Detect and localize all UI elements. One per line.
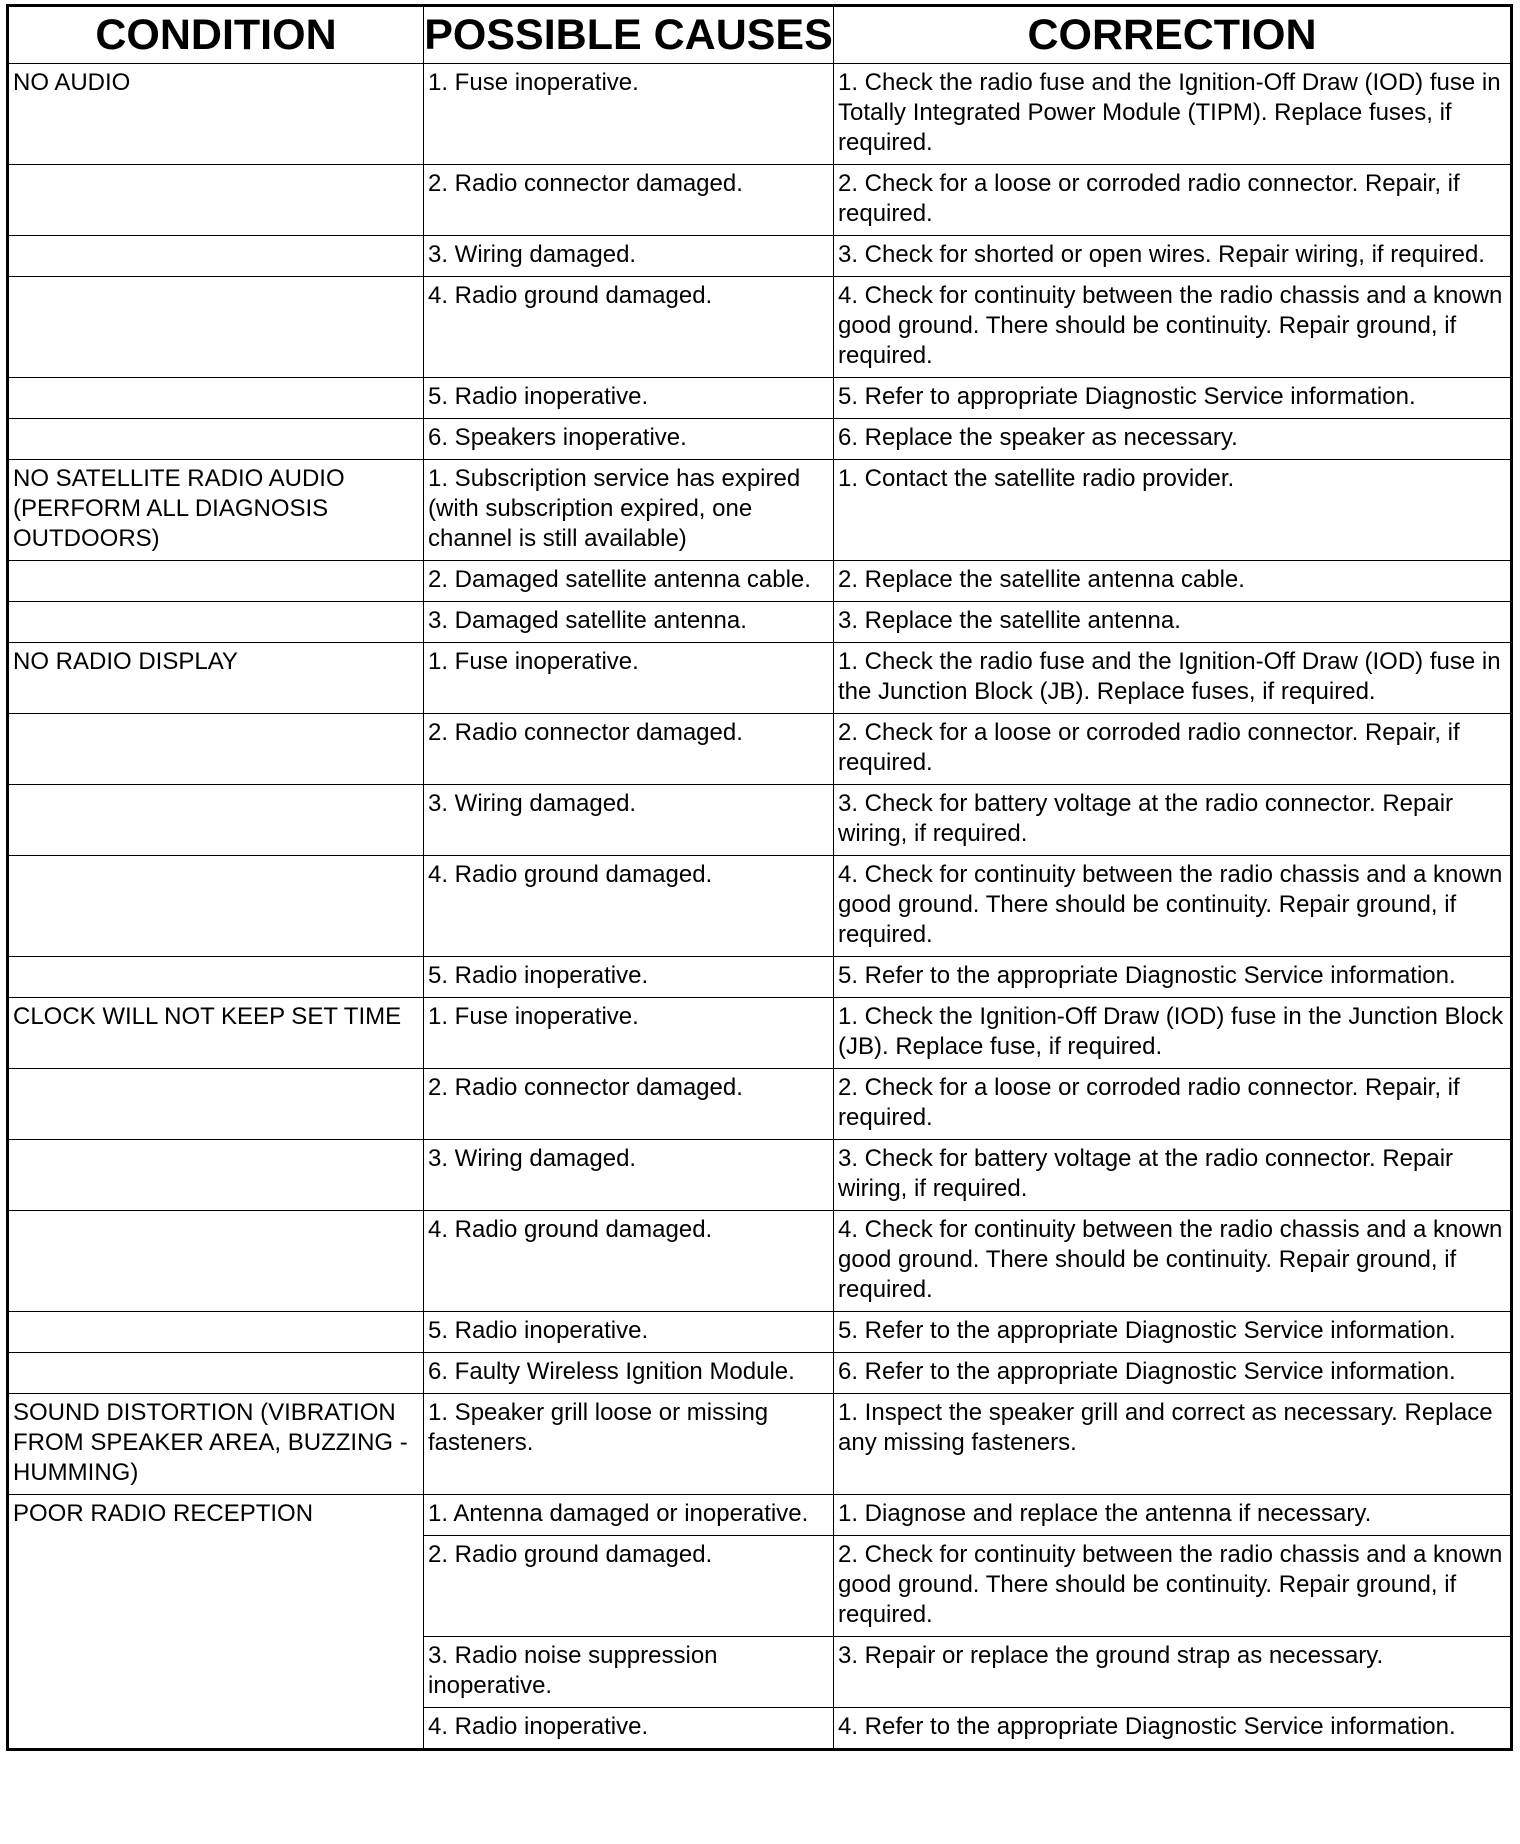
correction-cell: 2. Check for a loose or corroded radio connector. Repair, if required. [834,165,1512,236]
table-row [8,785,1512,856]
cause-cell: 1. Speaker grill loose or missing fasteners. [424,1394,834,1495]
table-row [8,64,1512,165]
table-row [8,1069,1512,1140]
table-row [8,714,1512,785]
condition-cell-empty [8,378,424,419]
table-row [8,643,1512,714]
correction-cell: 3. Repair or replace the ground strap as necessary. [834,1637,1512,1708]
cause-cell: 5. Radio inoperative. [424,957,834,998]
cause-cell: 2. Damaged satellite antenna cable. [424,561,834,602]
cause-cell: 3. Wiring damaged. [424,785,834,856]
table-row [8,165,1512,236]
condition-cell-empty [8,602,424,643]
cause-cell: 4. Radio ground damaged. [424,1211,834,1312]
correction-cell: 5. Refer to appropriate Diagnostic Service information. [834,378,1512,419]
table-row [8,561,1512,602]
table-row [8,378,1512,419]
cause-cell: 1. Fuse inoperative. [424,998,834,1069]
correction-cell: 2. Check for continuity between the radio chassis and a known good ground. There should be continuity. Repair ground, if required. [834,1536,1512,1637]
condition-cell: NO AUDIO [8,64,424,165]
table-row [8,1312,1512,1353]
correction-cell: 2. Check for a loose or corroded radio connector. Repair, if required. [834,714,1512,785]
correction-cell: 2. Replace the satellite antenna cable. [834,561,1512,602]
table-row [8,856,1512,957]
cause-cell: 4. Radio inoperative. [424,1708,834,1750]
correction-cell: 3. Check for shorted or open wires. Repair wiring, if required. [834,236,1512,277]
cause-cell: 2. Radio ground damaged. [424,1536,834,1637]
cause-cell: 1. Antenna damaged or inoperative. [424,1495,834,1536]
correction-cell: 4. Check for continuity between the radio chassis and a known good ground. There should be continuity. Repair ground, if required. [834,1211,1512,1312]
cause-cell: 3. Radio noise suppression inoperative. [424,1637,834,1708]
table-row [8,998,1512,1069]
table-row [8,1394,1512,1495]
correction-cell: 1. Diagnose and replace the antenna if necessary. [834,1495,1512,1536]
condition-cell-empty [8,1140,424,1211]
cause-cell: 6. Speakers inoperative. [424,419,834,460]
table-row [8,419,1512,460]
cause-cell: 1. Fuse inoperative. [424,64,834,165]
condition-cell-empty [8,277,424,378]
condition-cell-empty [8,1069,424,1140]
condition-cell: NO RADIO DISPLAY [8,643,424,714]
table-row [8,460,1512,561]
condition-cell-empty [8,165,424,236]
header-condition: CONDITION [8,6,424,64]
condition-cell-empty [8,561,424,602]
cause-cell: 6. Faulty Wireless Ignition Module. [424,1353,834,1394]
table-row [8,1495,1512,1536]
condition-cell-empty [8,236,424,277]
correction-cell: 1. Contact the satellite radio provider. [834,460,1512,561]
table-row [8,236,1512,277]
correction-cell: 1. Check the Ignition-Off Draw (IOD) fuse in the Junction Block (JB). Replace fuse, if required. [834,998,1512,1069]
condition-cell-empty [8,714,424,785]
correction-cell: 5. Refer to the appropriate Diagnostic Service information. [834,957,1512,998]
table-body [8,64,1512,1750]
correction-cell: 1. Check the radio fuse and the Ignition-Off Draw (IOD) fuse in the Junction Block (JB). Replace fuses, if required. [834,643,1512,714]
cause-cell: 3. Wiring damaged. [424,1140,834,1211]
correction-cell: 6. Replace the speaker as necessary. [834,419,1512,460]
cause-cell: 1. Fuse inoperative. [424,643,834,714]
correction-cell: 4. Check for continuity between the radio chassis and a known good ground. There should be continuity. Repair ground, if required. [834,277,1512,378]
correction-cell: 4. Refer to the appropriate Diagnostic Service information. [834,1708,1512,1750]
condition-cell-empty [8,419,424,460]
cause-cell: 2. Radio connector damaged. [424,1069,834,1140]
table-row [8,1140,1512,1211]
cause-cell: 3. Damaged satellite antenna. [424,602,834,643]
table-row [8,1211,1512,1312]
condition-cell: NO SATELLITE RADIO AUDIO (PERFORM ALL DIAGNOSIS OUTDOORS) [8,460,424,561]
table-row [8,957,1512,998]
diagnosis-page [6,4,1510,1751]
cause-cell: 2. Radio connector damaged. [424,714,834,785]
cause-cell: 3. Wiring damaged. [424,236,834,277]
condition-cell: POOR RADIO RECEPTION [8,1495,424,1750]
cause-cell: 4. Radio ground damaged. [424,277,834,378]
table-row [8,602,1512,643]
table-row [8,277,1512,378]
correction-cell: 3. Check for battery voltage at the radio connector. Repair wiring, if required. [834,1140,1512,1211]
header-row [8,6,1512,64]
correction-cell: 6. Refer to the appropriate Diagnostic Service information. [834,1353,1512,1394]
condition-cell: CLOCK WILL NOT KEEP SET TIME [8,998,424,1069]
cause-cell: 5. Radio inoperative. [424,378,834,419]
correction-cell: 3. Check for battery voltage at the radio connector. Repair wiring, if required. [834,785,1512,856]
table-row [8,1353,1512,1394]
diagnosis-table [6,4,1513,1751]
condition-cell-empty [8,1312,424,1353]
correction-cell: 5. Refer to the appropriate Diagnostic Service information. [834,1312,1512,1353]
condition-cell-empty [8,1211,424,1312]
condition-cell: SOUND DISTORTION (VIBRATION FROM SPEAKER AREA, BUZZING - HUMMING) [8,1394,424,1495]
correction-cell: 1. Inspect the speaker grill and correct as necessary. Replace any missing fasteners. [834,1394,1512,1495]
condition-cell-empty [8,957,424,998]
cause-cell: 5. Radio inoperative. [424,1312,834,1353]
correction-cell: 4. Check for continuity between the radio chassis and a known good ground. There should be continuity. Repair ground, if required. [834,856,1512,957]
correction-cell: 3. Replace the satellite antenna. [834,602,1512,643]
condition-cell-empty [8,785,424,856]
condition-cell-empty [8,856,424,957]
header-correction: CORRECTION [834,6,1512,64]
correction-cell: 1. Check the radio fuse and the Ignition-Off Draw (IOD) fuse in Totally Integrated Power Module (TIPM). Replace fuses, if required. [834,64,1512,165]
correction-cell: 2. Check for a loose or corroded radio connector. Repair, if required. [834,1069,1512,1140]
cause-cell: 4. Radio ground damaged. [424,856,834,957]
cause-cell: 1. Subscription service has expired (with subscription expired, one channel is still available) [424,460,834,561]
condition-cell-empty [8,1353,424,1394]
header-possible-causes: POSSIBLE CAUSES [424,6,834,64]
cause-cell: 2. Radio connector damaged. [424,165,834,236]
